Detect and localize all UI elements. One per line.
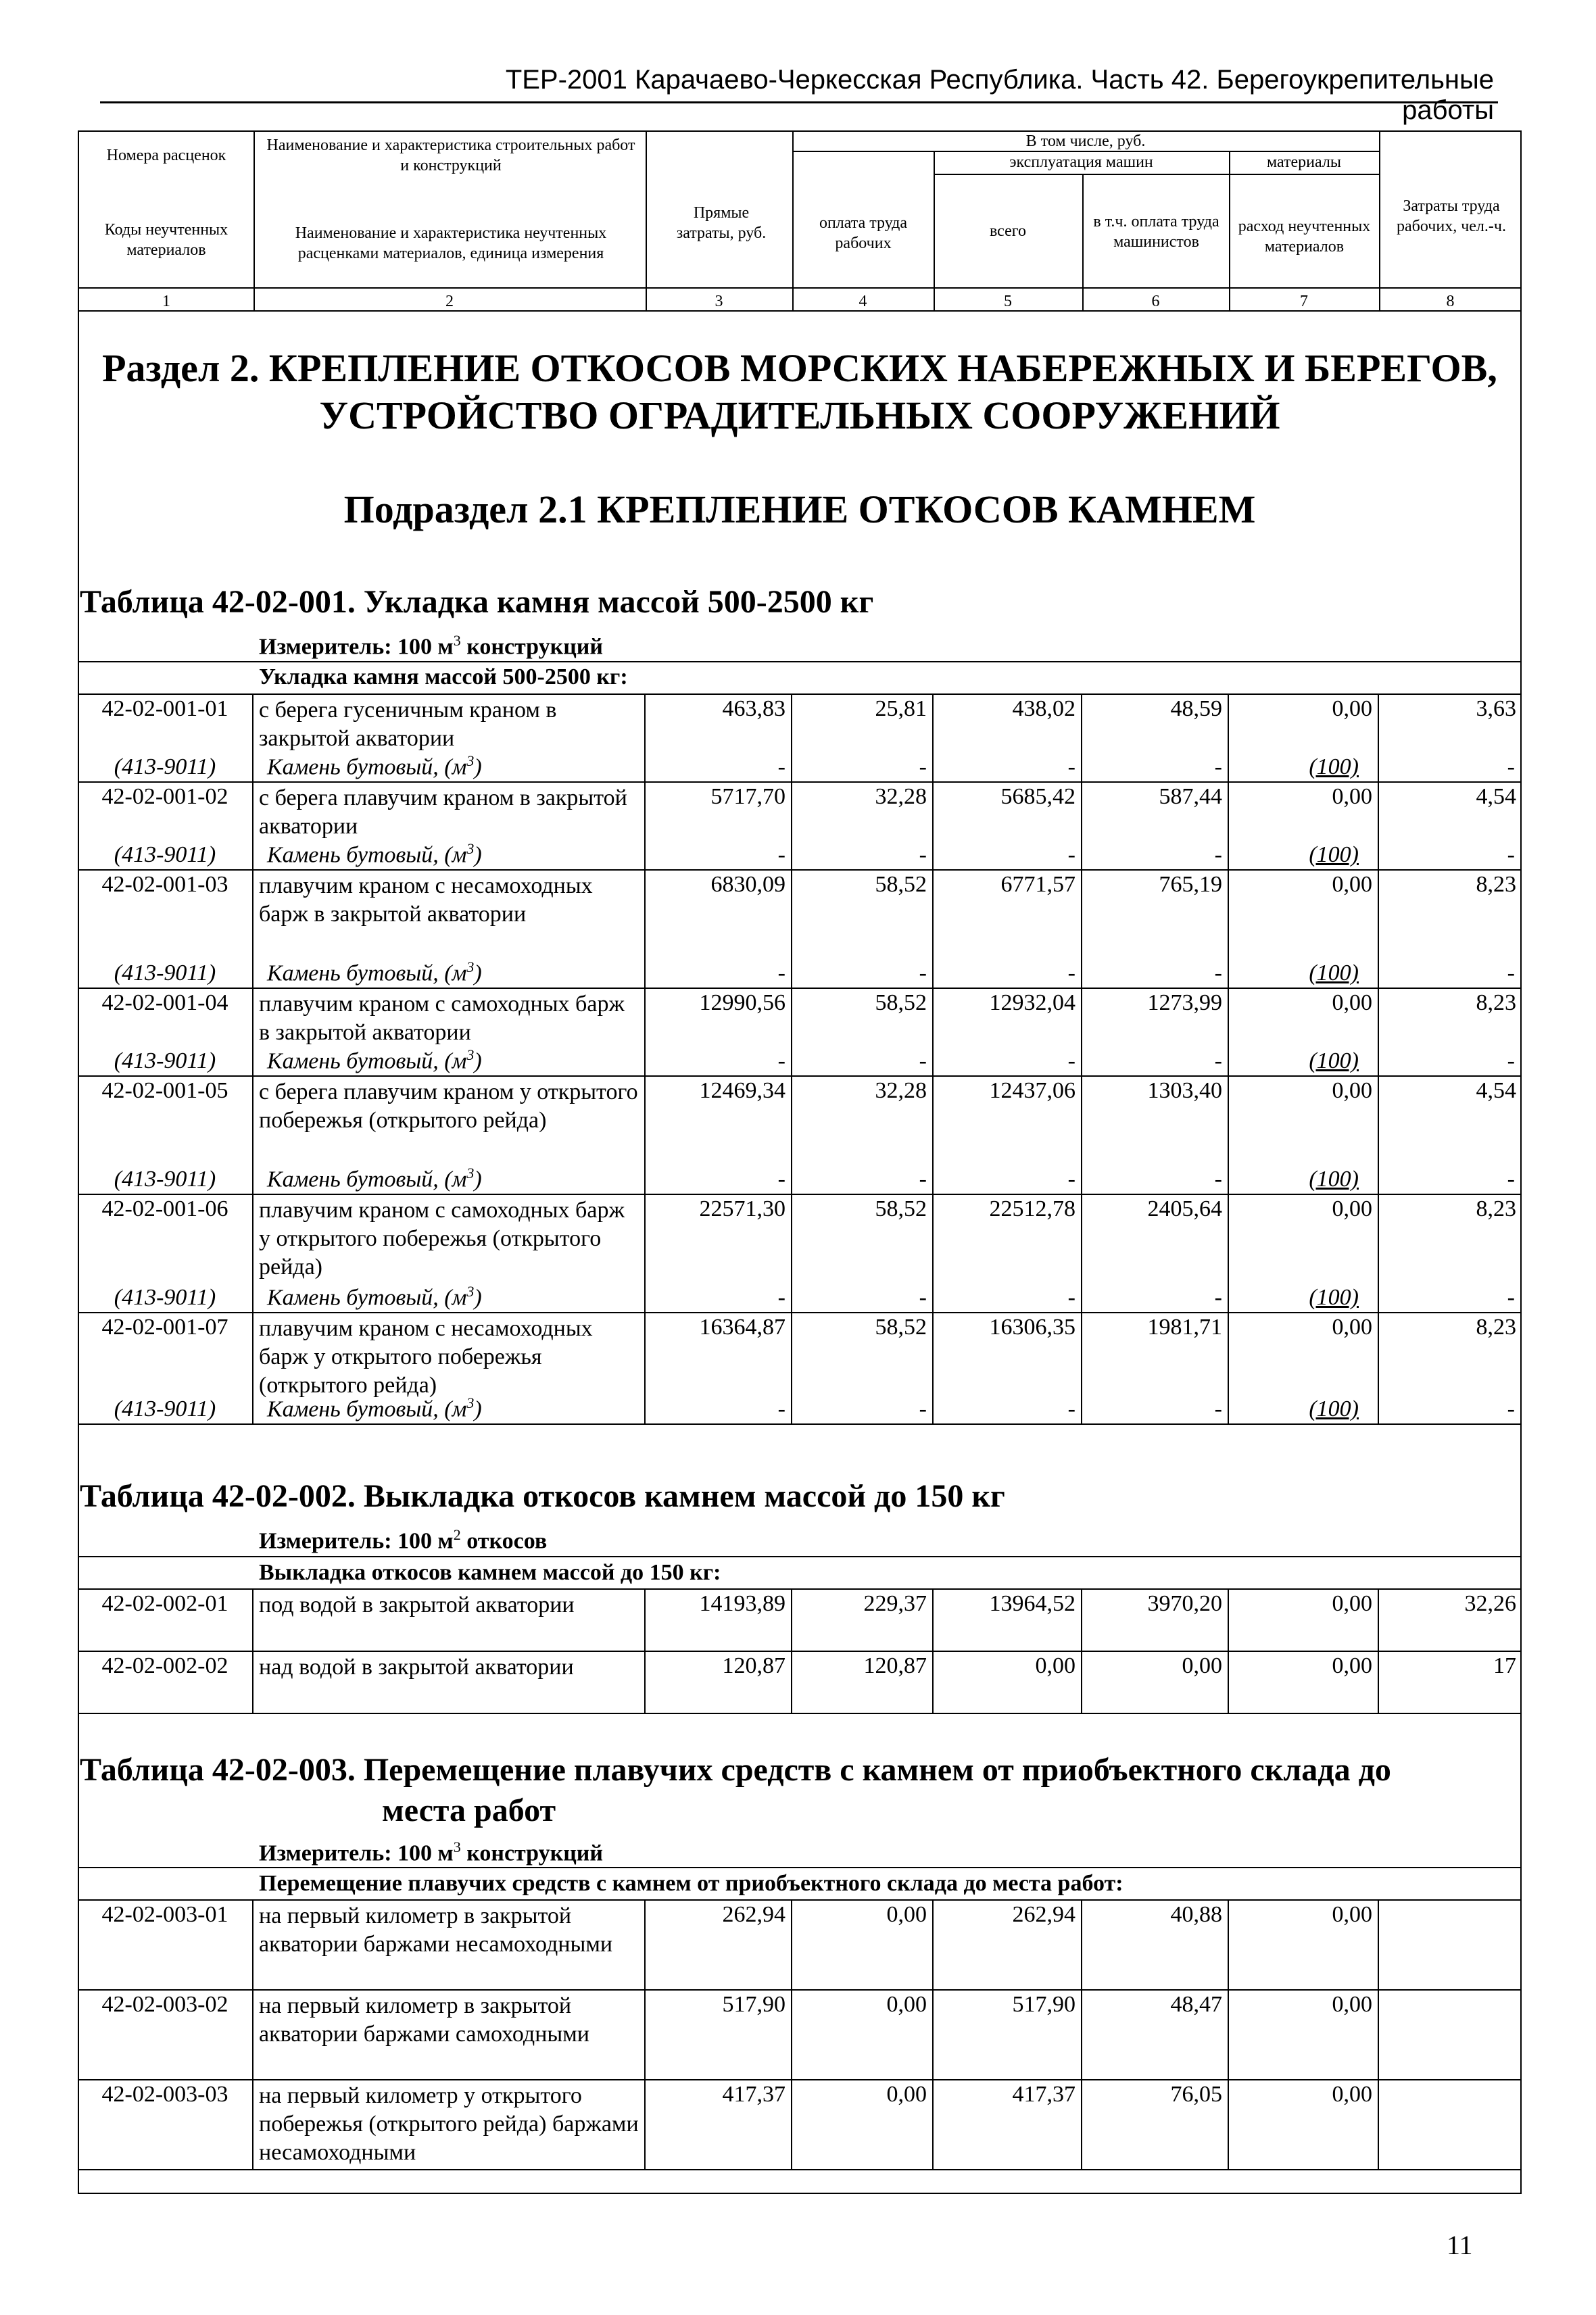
material-unit-sup: 3 — [466, 839, 475, 857]
meter-unit: конструкций — [460, 634, 603, 660]
rate-description: над водой в закрытой акватории — [259, 1655, 574, 1680]
table-cell — [253, 1991, 646, 2079]
table-cell — [792, 2080, 934, 2169]
material-qty: (100) — [1309, 842, 1359, 867]
rate-code: 42-02-001-06 — [101, 1196, 228, 1221]
header-material-use: расход неучтенных материалов — [1238, 218, 1371, 255]
rate-value: 1303,40 — [1147, 1078, 1222, 1103]
table-cell — [1379, 1991, 1522, 2079]
rate-value: 0,00 — [1332, 872, 1372, 897]
material-qty: (100) — [1309, 1396, 1359, 1421]
meter-prefix: Измеритель: 100 м — [259, 1841, 454, 1866]
rate-code: 42-02-001-02 — [101, 784, 228, 809]
rate-value: 0,00 — [886, 1992, 927, 2017]
material-dash: - — [777, 842, 785, 867]
material-dash: - — [1507, 1285, 1515, 1310]
meter-sup: 2 — [453, 1526, 461, 1543]
header-col2-top: Наименование и характеристика строительных работ и конструкций — [266, 137, 635, 174]
rate-code: 42-02-002-02 — [101, 1653, 228, 1678]
material-dash: - — [1067, 842, 1075, 867]
rate-value: 765,19 — [1159, 872, 1222, 897]
rate-code: 42-02-002-01 — [101, 1591, 228, 1616]
material-dash: - — [919, 1396, 927, 1421]
meter-prefix: Измеритель: 100 м — [259, 634, 454, 660]
table-cell — [1082, 1991, 1229, 2079]
rate-value: 0,00 — [886, 2082, 927, 2107]
table-cell — [934, 1652, 1082, 1713]
table-cell — [1229, 1652, 1379, 1713]
table-rule — [78, 661, 1522, 662]
material-unit-sup: 3 — [466, 1282, 475, 1300]
table-row — [78, 989, 1522, 1077]
header-direct-costs: Прямые затраты, руб. — [676, 204, 767, 242]
table-cell — [253, 2080, 646, 2169]
rate-value: 438,02 — [1012, 696, 1075, 721]
rate-code: 42-02-003-01 — [101, 1902, 228, 1927]
table-cell — [1379, 1652, 1522, 1713]
material-unit-sup: 3 — [466, 958, 475, 975]
rate-value: 0,00 — [1035, 1653, 1075, 1678]
material-qty: (100) — [1309, 754, 1359, 779]
column-number: 3 — [715, 293, 723, 310]
rate-value: 5717,70 — [710, 784, 785, 809]
rate-value — [1379, 1901, 1522, 1902]
running-head: ТЕР-2001 Карачаево-Черкесская Республика. Часть 42. Берегоукрепительные работы — [505, 65, 1494, 125]
column-number: 5 — [1004, 293, 1012, 310]
column-number: 4 — [859, 293, 867, 310]
material-code: (413-9011) — [114, 754, 216, 779]
material-dash: - — [1067, 1396, 1075, 1421]
column-number: 2 — [445, 293, 454, 310]
meter-unit: конструкций — [460, 1841, 603, 1866]
table-cell — [792, 1652, 934, 1713]
table-cell — [792, 1590, 934, 1651]
rate-code: 42-02-003-03 — [101, 2082, 228, 2107]
material-code: (413-9011) — [114, 1396, 216, 1421]
material-dash: - — [1067, 1048, 1075, 1073]
material-qty: (100) — [1309, 1048, 1359, 1073]
column-number: 6 — [1151, 293, 1160, 310]
material-dash: - — [1214, 754, 1222, 779]
rate-value: 58,52 — [875, 1315, 927, 1340]
material-dash: - — [1507, 1167, 1515, 1192]
table-cell — [1229, 1590, 1379, 1651]
table-row — [78, 1652, 1522, 1714]
rate-description: на первый километр в закрытой акватории баржами несамоходными — [259, 1903, 613, 1957]
rate-value: 0,00 — [1332, 696, 1372, 721]
material-name-end: ) — [474, 1167, 482, 1192]
rate-description: плавучим краном с самоходных барж у открытого побережья (открытого рейда) — [259, 1198, 625, 1280]
header-wage: оплата труда рабочих — [819, 214, 908, 252]
rates-table-3 — [78, 1901, 1522, 2170]
meter-sup: 3 — [453, 632, 461, 649]
material-dash: - — [1507, 1048, 1515, 1073]
rate-value: 22512,78 — [989, 1196, 1075, 1221]
material-dash: - — [1067, 754, 1075, 779]
table-cell — [1082, 1590, 1229, 1651]
rates-table-2 — [78, 1590, 1522, 1714]
material-name-end: ) — [474, 960, 482, 985]
rate-description: с берега плавучим краном в закрытой акватории — [259, 785, 627, 839]
table-meter — [259, 632, 603, 660]
rate-value: 120,87 — [863, 1653, 927, 1678]
rate-description: плавучим краном с самоходных барж в закрытой акватории — [259, 992, 625, 1045]
rate-value: 417,37 — [1012, 2082, 1075, 2107]
material-name-text: Камень бутовый, (м — [267, 960, 467, 985]
material-dash: - — [919, 842, 927, 867]
section-title: УСТРОЙСТВО ОГРАДИТЕЛЬНЫХ СООРУЖЕНИЙ — [319, 393, 1280, 437]
material-qty: (100) — [1309, 1167, 1359, 1192]
rate-value: 40,88 — [1170, 1902, 1222, 1927]
rate-value: 229,37 — [863, 1591, 927, 1616]
material-dash: - — [777, 1048, 785, 1073]
material-name-end: ) — [474, 1048, 482, 1073]
rate-value: 0,00 — [1332, 1315, 1372, 1340]
rate-description: под водой в закрытой акватории — [259, 1592, 575, 1617]
table-cell — [1082, 2080, 1229, 2169]
rate-value: 3,63 — [1476, 696, 1516, 721]
material-dash: - — [919, 1167, 927, 1192]
table-cell — [253, 1590, 646, 1651]
material-dash: - — [1507, 754, 1515, 779]
material-name-text: Камень бутовый, (м — [267, 1285, 467, 1310]
table-row — [78, 1901, 1522, 1991]
material-code: (413-9011) — [114, 960, 216, 985]
rate-value: 1981,71 — [1147, 1315, 1222, 1340]
rate-code: 42-02-001-03 — [101, 872, 228, 897]
rate-value — [1379, 1991, 1522, 1992]
column-number: 7 — [1300, 293, 1308, 310]
rate-value: 16306,35 — [989, 1315, 1075, 1340]
rate-value: 0,00 — [1332, 784, 1372, 809]
rate-code: 42-02-001-01 — [101, 696, 228, 721]
table-cell — [1379, 1901, 1522, 1989]
material-name-text: Камень бутовый, (м — [267, 1167, 467, 1192]
rate-value: 8,23 — [1476, 872, 1516, 897]
rate-value: 22571,30 — [699, 1196, 785, 1221]
rate-value: 48,47 — [1170, 1992, 1222, 2017]
table-subhead: Выкладка откосов камнем массой до 150 кг: — [259, 1560, 721, 1585]
meter-prefix: Измеритель: 100 м — [259, 1528, 454, 1554]
table-cell — [934, 2080, 1082, 2169]
table-cell — [646, 1901, 792, 1989]
rate-value: 517,90 — [1012, 1992, 1075, 2017]
rate-value: 0,00 — [1332, 1078, 1372, 1103]
rate-value: 4,54 — [1476, 784, 1516, 809]
material-unit-sup: 3 — [466, 752, 475, 769]
table-rule — [78, 1867, 1522, 1868]
header-col1-bottom: Коды неучтенных материалов — [104, 221, 228, 259]
table-row — [78, 783, 1522, 871]
meter-sup: 3 — [453, 1838, 461, 1855]
page-number: 11 — [1447, 2230, 1473, 2260]
rate-value: 0,00 — [1182, 1653, 1222, 1678]
material-dash: - — [777, 1396, 785, 1421]
material-name — [267, 840, 482, 868]
header-materials: материалы — [1266, 153, 1341, 171]
section-title: Раздел 2. КРЕПЛЕНИЕ ОТКОСОВ МОРСКИХ НАБЕРЕЖНЫХ И БЕРЕГОВ, — [102, 346, 1497, 390]
rate-value: 417,37 — [722, 2082, 785, 2107]
material-name — [267, 1394, 482, 1422]
table-cell — [1082, 1652, 1229, 1713]
material-name-end: ) — [474, 1396, 482, 1421]
rate-value: 6771,57 — [1000, 872, 1075, 897]
rate-value: 32,28 — [875, 1078, 927, 1103]
material-dash: - — [1214, 1048, 1222, 1073]
rate-value: 13964,52 — [989, 1591, 1075, 1616]
material-code: (413-9011) — [114, 842, 216, 867]
material-name-text: Камень бутовый, (м — [267, 1048, 467, 1073]
material-name — [267, 1165, 482, 1192]
material-dash: - — [919, 1285, 927, 1310]
table-cell — [792, 1901, 934, 1989]
material-dash: - — [919, 1048, 927, 1073]
rate-code: 42-02-001-07 — [101, 1315, 228, 1340]
material-dash: - — [1214, 1396, 1222, 1421]
table-cell — [1082, 1901, 1229, 1989]
table-cell — [1229, 1901, 1379, 1989]
rate-value: 5685,42 — [1000, 784, 1075, 809]
rate-description: с берега плавучим краном у открытого побережья (открытого рейда) — [259, 1079, 638, 1133]
meter-unit: откосов — [460, 1528, 548, 1554]
rates-table-1 — [78, 695, 1522, 1425]
material-name — [267, 1283, 482, 1311]
rate-value: 0,00 — [1332, 1196, 1372, 1221]
rate-value: 1273,99 — [1147, 990, 1222, 1015]
material-dash: - — [777, 960, 785, 985]
rate-value: 48,59 — [1170, 696, 1222, 721]
rate-value: 32,28 — [875, 784, 927, 809]
material-unit-sup: 3 — [466, 1164, 475, 1181]
table-cell — [1229, 2080, 1379, 2169]
material-code: (413-9011) — [114, 1048, 216, 1073]
material-code: (413-9011) — [114, 1285, 216, 1310]
column-header-table — [78, 130, 1522, 312]
material-unit-sup: 3 — [466, 1394, 475, 1411]
table-cell — [792, 1991, 934, 2079]
table-cell — [1229, 1991, 1379, 2079]
rate-value: 12437,06 — [989, 1078, 1075, 1103]
rate-value: 0,00 — [1332, 2082, 1372, 2107]
material-dash: - — [777, 1285, 785, 1310]
header-vline — [646, 132, 647, 312]
table-cell — [78, 1590, 253, 1651]
header-labor: Затраты труда рабочих, чел.-ч. — [1397, 197, 1506, 235]
table-row — [78, 695, 1522, 783]
table-title: Таблица 42-02-001. Укладка камня массой 500-2500 кг — [80, 584, 874, 620]
header-machines: эксплуатация машин — [1009, 153, 1153, 171]
rate-value — [1379, 2080, 1522, 2082]
header-machines-total: всего — [989, 222, 1027, 240]
header-hline — [79, 287, 1522, 289]
table-row — [78, 1313, 1522, 1425]
table-meter — [259, 1526, 547, 1554]
rate-value: 0,00 — [1332, 990, 1372, 1015]
rate-description: на первый километр в закрытой акватории баржами самоходными — [259, 1993, 589, 2047]
rate-value: 587,44 — [1159, 784, 1222, 809]
rate-description: на первый километр у открытого побережья (открытого рейда) баржами несамоходными — [259, 2083, 639, 2165]
table-cell — [253, 1652, 646, 1713]
rate-value: 58,52 — [875, 872, 927, 897]
table-cell — [253, 1901, 646, 1989]
table-cell — [646, 2080, 792, 2169]
rate-value: 8,23 — [1476, 1196, 1516, 1221]
rate-value: 262,94 — [722, 1902, 785, 1927]
table-cell — [78, 2080, 253, 2169]
header-machinist-wage: в т.ч. оплата труда машинистов — [1093, 213, 1219, 251]
rate-value: 517,90 — [722, 1992, 785, 2017]
material-name-text: Камень бутовый, (м — [267, 842, 467, 867]
rate-value: 262,94 — [1012, 1902, 1075, 1927]
header-col2-bottom: Наименование и характеристика неучтенных расценками материалов, единица измерения — [295, 224, 607, 262]
subsection-title: Подраздел 2.1 КРЕПЛЕНИЕ ОТКОСОВ КАМНЕМ — [343, 487, 1256, 531]
rate-code: 42-02-003-02 — [101, 1992, 228, 2017]
table-cell — [78, 1652, 253, 1713]
table-row — [78, 2080, 1522, 2170]
table-row — [78, 871, 1522, 989]
column-number: 8 — [1446, 293, 1455, 310]
material-dash: - — [777, 1167, 785, 1192]
rate-value: 3970,20 — [1147, 1591, 1222, 1616]
material-dash: - — [1214, 960, 1222, 985]
table-cell — [1379, 2080, 1522, 2169]
material-dash: - — [1214, 842, 1222, 867]
material-dash: - — [1507, 960, 1515, 985]
material-dash: - — [1214, 1167, 1222, 1192]
rate-value: 14193,89 — [699, 1591, 785, 1616]
table-cell — [646, 1652, 792, 1713]
table-cell — [646, 1991, 792, 2079]
rate-value: 32,26 — [1464, 1591, 1516, 1616]
rate-value: 12469,34 — [699, 1078, 785, 1103]
table-row — [78, 1077, 1522, 1195]
material-name — [267, 1046, 482, 1074]
rate-value: 0,00 — [1332, 1591, 1372, 1616]
material-dash: - — [1067, 1167, 1075, 1192]
material-name-end: ) — [474, 842, 482, 867]
rate-value: 25,81 — [875, 696, 927, 721]
rate-description: с берега гусеничным краном в закрытой акватории — [259, 698, 557, 751]
header-vline — [792, 132, 794, 312]
rate-value: 0,00 — [1332, 1992, 1372, 2017]
material-dash: - — [919, 960, 927, 985]
rate-value: 6830,09 — [710, 872, 785, 897]
rate-value: 463,83 — [722, 696, 785, 721]
material-name — [267, 958, 482, 986]
rate-value: 12990,56 — [699, 990, 785, 1015]
table-cell — [934, 1590, 1082, 1651]
running-head-rule — [100, 101, 1498, 103]
rate-value: 58,52 — [875, 1196, 927, 1221]
rate-value: 58,52 — [875, 990, 927, 1015]
rate-code: 42-02-001-05 — [101, 1078, 228, 1103]
table-row — [78, 1195, 1522, 1313]
table-meter — [259, 1838, 603, 1866]
rate-value: 8,23 — [1476, 1315, 1516, 1340]
rate-value: 0,00 — [886, 1902, 927, 1927]
table-subhead: Перемещение плавучих средств с камнем от приобъектного склада до места работ: — [259, 1871, 1123, 1896]
material-dash: - — [1214, 1285, 1222, 1310]
header-col1-top: Номера расценок — [106, 147, 226, 164]
rate-value: 0,00 — [1332, 1902, 1372, 1927]
table-cell — [78, 1901, 253, 1989]
material-name-text: Камень бутовый, (м — [267, 754, 467, 779]
material-qty: (100) — [1309, 1285, 1359, 1310]
material-dash: - — [1067, 1285, 1075, 1310]
table-cell — [934, 1991, 1082, 2079]
header-including: В том числе, руб. — [1025, 132, 1146, 150]
material-dash: - — [1507, 1396, 1515, 1421]
rate-code: 42-02-001-04 — [101, 990, 228, 1015]
table-row — [78, 1991, 1522, 2080]
rate-value: 16364,87 — [699, 1315, 785, 1340]
table-rule — [78, 1556, 1522, 1557]
rate-description: плавучим краном с несамоходных барж в закрытой акватории — [259, 873, 593, 927]
rate-value: 120,87 — [722, 1653, 785, 1678]
material-unit-sup: 3 — [466, 1046, 475, 1063]
material-dash: - — [1507, 842, 1515, 867]
material-qty: (100) — [1309, 960, 1359, 985]
table-row — [78, 1590, 1522, 1652]
rate-value: 12932,04 — [989, 990, 1075, 1015]
material-dash: - — [1067, 960, 1075, 985]
table-title: Таблица 42-02-003. Перемещение плавучих средств с камнем от приобъектного склада до — [80, 1752, 1391, 1788]
header-vline — [1379, 132, 1380, 312]
material-name-text: Камень бутовый, (м — [267, 1396, 467, 1421]
material-dash: - — [777, 754, 785, 779]
rate-value: 0,00 — [1332, 1653, 1372, 1678]
table-cell — [1379, 1590, 1522, 1651]
material-name-end: ) — [474, 754, 482, 779]
material-name-end: ) — [474, 1285, 482, 1310]
table-title: Таблица 42-02-002. Выкладка откосов камнем массой до 150 кг — [80, 1478, 1005, 1514]
material-code: (413-9011) — [114, 1167, 216, 1192]
material-name — [267, 752, 482, 780]
table-cell — [78, 1991, 253, 2079]
rate-value: 8,23 — [1476, 990, 1516, 1015]
table-cell — [646, 1590, 792, 1651]
material-dash: - — [919, 754, 927, 779]
header-vline — [253, 132, 255, 312]
table-subhead: Укладка камня массой 500-2500 кг: — [259, 664, 628, 689]
column-number: 1 — [162, 293, 170, 310]
rate-value: 2405,64 — [1147, 1196, 1222, 1221]
rate-value: 17 — [1493, 1653, 1516, 1678]
rate-value: 76,05 — [1170, 2082, 1222, 2107]
rate-description: плавучим краном с несамоходных барж у открытого побережья (открытого рейда) — [259, 1316, 593, 1398]
rate-value: 4,54 — [1476, 1078, 1516, 1103]
table-cell — [934, 1901, 1082, 1989]
table-title-cont: места работ — [382, 1793, 556, 1828]
